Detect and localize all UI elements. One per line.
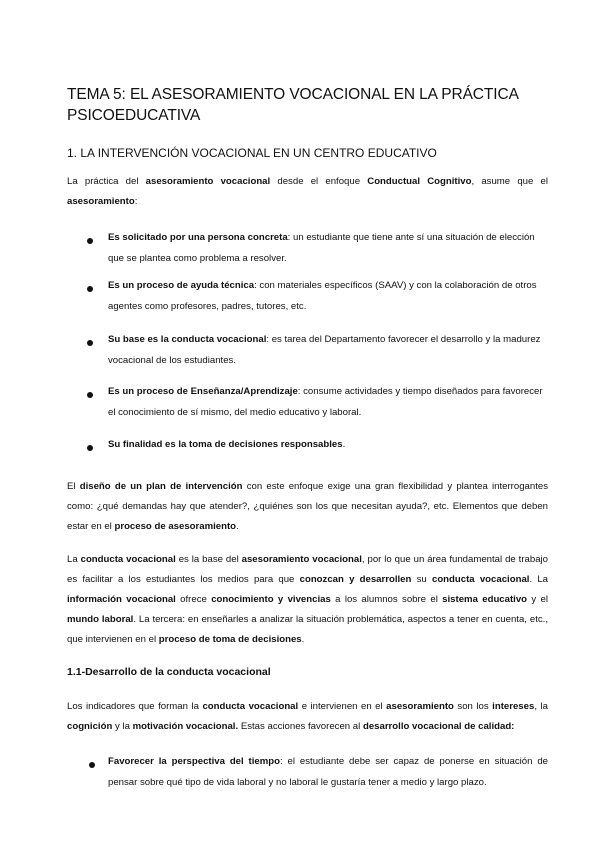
- conducta-paragraph: La conducta vocacional es la base del asesoramiento vocacional, por lo que un área fundamental de trabajo es facilitar a los estudiantes los medios para que conozcan y desarrollen su conducta vocacional. La información vocacional ofrece conocimiento y vivencias a los alumnos sobre el sistema educativo y el mundo laboral. La tercera: en enseñarles a analizar la situación problemática, aspectos a tener en cuenta, etc., que intervienen en el proceso de toma de decisiones.: [67, 554, 549, 645]
- bullet-icon: [89, 762, 95, 768]
- intro-paragraph: La práctica del asesoramiento vocacional desde el enfoque Conductual Cognitivo, asume que el asesoramiento:: [67, 176, 548, 207]
- list-item: Su finalidad es la toma de decisiones responsables.: [108, 439, 346, 450]
- list-item: Su base es la conducta vocacional: es tarea del Departamento favorecer el desarrollo y la madurez vocacional de los estudiantes.: [108, 334, 541, 366]
- bullet-icon: [87, 445, 93, 451]
- list-item: Es un proceso de ayuda técnica: con materiales específicos (SAAV) y con la colaboración de otros agentes como profesores, padres, tutores, etc.: [108, 280, 537, 312]
- list-item: Es solicitado por una persona concreta: un estudiante que tiene ante sí una situación de elección que se plantea como problema a resolver.: [108, 232, 535, 264]
- bullet-icon: [87, 286, 93, 292]
- subsection-heading: 1.1-Desarrollo de la conducta vocacional: [67, 666, 271, 678]
- bullet-icon: [87, 392, 93, 398]
- page-title: TEMA 5: EL ASESORAMIENTO VOCACIONAL EN LA PRÁCTICA PSICOEDUCATIVA: [67, 86, 518, 124]
- section-heading: 1. LA INTERVENCIÓN VOCACIONAL EN UN CENTRO EDUCATIVO: [67, 146, 437, 160]
- bullet-icon: [87, 238, 93, 244]
- plan-paragraph: El diseño de un plan de intervención con este enfoque exige una gran flexibilidad y plantea interrogantes como: ¿qué demandas hay que atender?, ¿quiénes son los que necesitan ayuda?, etc. Elementos que deben estar en el proceso de asesoramiento.: [67, 481, 548, 532]
- list-item: Es un proceso de Enseñanza/Aprendizaje: consume actividades y tiempo diseñados para favorecer el conocimiento de sí mismo, del medio educativo y laboral.: [108, 386, 543, 418]
- list-item: Favorecer la perspectiva del tiempo: el estudiante debe ser capaz de ponerse en situación de pensar sobre qué tipo de vida laboral y no laboral le gustaría tener a medio y largo plazo.: [108, 756, 548, 788]
- bullet-icon: [87, 340, 93, 346]
- indicadores-paragraph: Los indicadores que forman la conducta vocacional e intervienen en el asesoramiento son los intereses, la cognición y la motivación vocacional. Estas acciones favorecen al desarrollo vocacional de calidad:: [67, 701, 548, 732]
